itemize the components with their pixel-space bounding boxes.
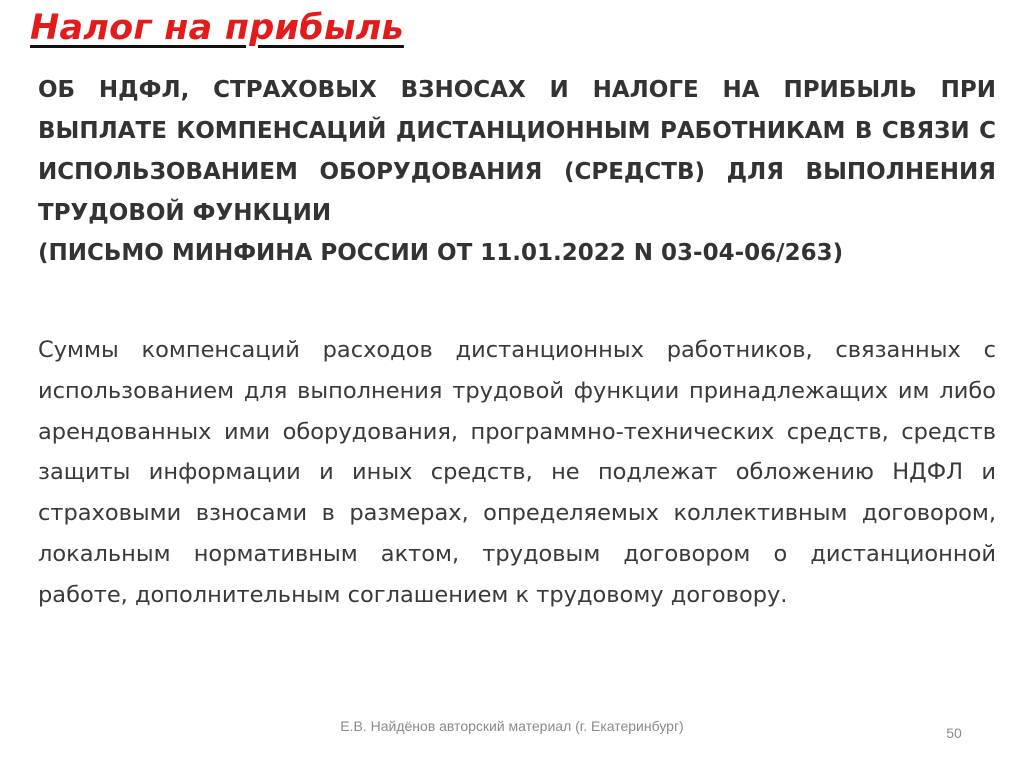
slide-number: 50 [946,725,962,741]
letter-reference: (ПИСЬМО МИНФИНА РОССИИ ОТ 11.01.2022 N 03-04-06/263) [38,240,844,266]
slide-title: Налог на прибыль [30,8,404,48]
slide-body-text: Суммы компенсаций расходов дистанционных работников, связанных с использованием для выполнения трудовой функции принадлежащих им либо арендованных ими оборудования, программно-технических средств, средств защиты информации и иных средств, не подлежат обложению НДФЛ и страховыми взносами в размерах, определяемых коллективным договором, локальным нормативным актом, трудовым договором о дистанционной работе, дополнительным соглашением к трудовому договору. [38,337,996,608]
footer-author: Е.В. Найдёнов авторский материал (г. Екатеринбург) [340,718,684,734]
slide-heading: ОБ НДФЛ, СТРАХОВЫХ ВЗНОСАХ И НАЛОГЕ НА ПРИБЫЛЬ ПРИ ВЫПЛАТЕ КОМПЕНСАЦИЙ ДИСТАНЦИОННЫМ РАБОТНИКАМ В СВЯЗИ С ИСПОЛЬЗОВАНИЕМ ОБОРУДОВАНИЯ (СРЕДСТВ) ДЛЯ ВЫПОЛНЕНИЯ ТРУДОВОЙ ФУНКЦИИ [38,77,996,226]
